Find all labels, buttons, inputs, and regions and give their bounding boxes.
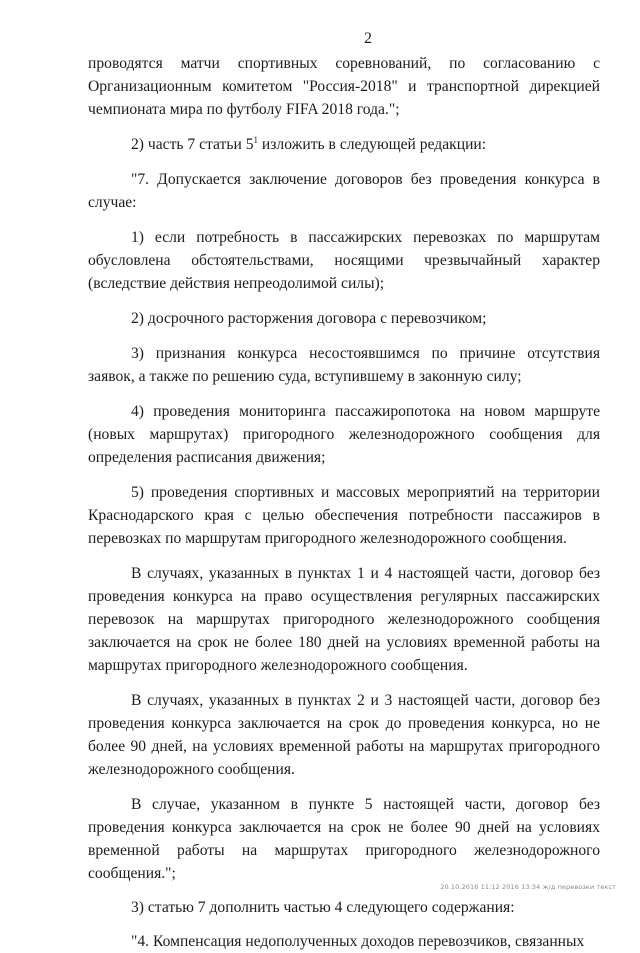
paragraph-case-5: В случае, указанном в пункте 5 настоящей части, договор без проведения конкурса заключается на срок не более 90 дней на условиях временной работы на маршрутах пригородного железнодорожного сообщения.";: [88, 796, 600, 882]
paragraph-cases-2-3: В случаях, указанных в пунктах 2 и 3 настоящей части, договор без проведения конкурса заключается на срок до проведения конкурса, но не более 90 дней, на условиях временной работы на маршрутах пригородного железнодорожного сообщения.: [88, 692, 600, 778]
paragraph-cases-1-4: В случаях, указанных в пунктах 1 и 4 настоящей части, договор без проведения конкурса на право осуществления регулярных пассажирских перевозок на маршрутах пригородного железнодорожного сообщения заключается на срок не более 180 дней на условиях временной работы на маршрутах пригородного железнодорожного сообщения.: [88, 565, 600, 674]
paragraph-item-2: [88, 133, 600, 156]
item2-before: 2) часть 7 статьи 5: [131, 136, 254, 153]
article-superscript: 1: [253, 134, 259, 145]
paragraph-part-4-start: "4. Компенсация недополученных доходов перевозчиков, связанных: [131, 933, 585, 950]
paragraph-subitem-2: 2) досрочного расторжения договора с перевозчиком;: [131, 310, 487, 327]
paragraph-continuation: проводятся матчи спортивных соревнований, по согласованию с Организационным комитетом "Россия-2018" и транспортной дирекцией чемпионата мира по футболу FIFA 2018 года.";: [88, 55, 600, 118]
item2-after: изложить в следующей редакции:: [258, 136, 487, 153]
paragraph-item-3: 3) статью 7 дополнить частью 4 следующего содержания:: [131, 899, 515, 916]
document-body: [88, 52, 600, 953]
paragraph-subitem-4: 4) проведения мониторинга пассажиропотока на новом маршруте (новых маршрутах) пригородного железнодорожного сообщения для определения расписания движения;: [88, 403, 600, 466]
paragraph-subitem-5: 5) проведения спортивных и массовых мероприятий на территории Краснодарского края с целью обеспечения потребности пассажиров в перевозках по маршрутам пригородного железнодорожного сообщения.: [88, 484, 600, 547]
paragraph-part-7-intro: "7. Допускается заключение договоров без проведения конкурса в случае:: [88, 171, 600, 211]
page-number: 2: [364, 30, 372, 47]
paragraph-subitem-3: 3) признания конкурса несостоявшимся по причине отсутствия заявок, а также по решению суда, вступившему в законную силу;: [88, 345, 600, 385]
paragraph-subitem-1: 1) если потребность в пассажирских перевозках по маршрутам обусловлена обстоятельствами, носящими чрезвычайный характер (вследствие действия непреодолимой силы);: [88, 229, 600, 292]
document-stamp: 20.10.2016 11:12 2016 13:34 ж/д перевозки текст: [440, 883, 616, 891]
